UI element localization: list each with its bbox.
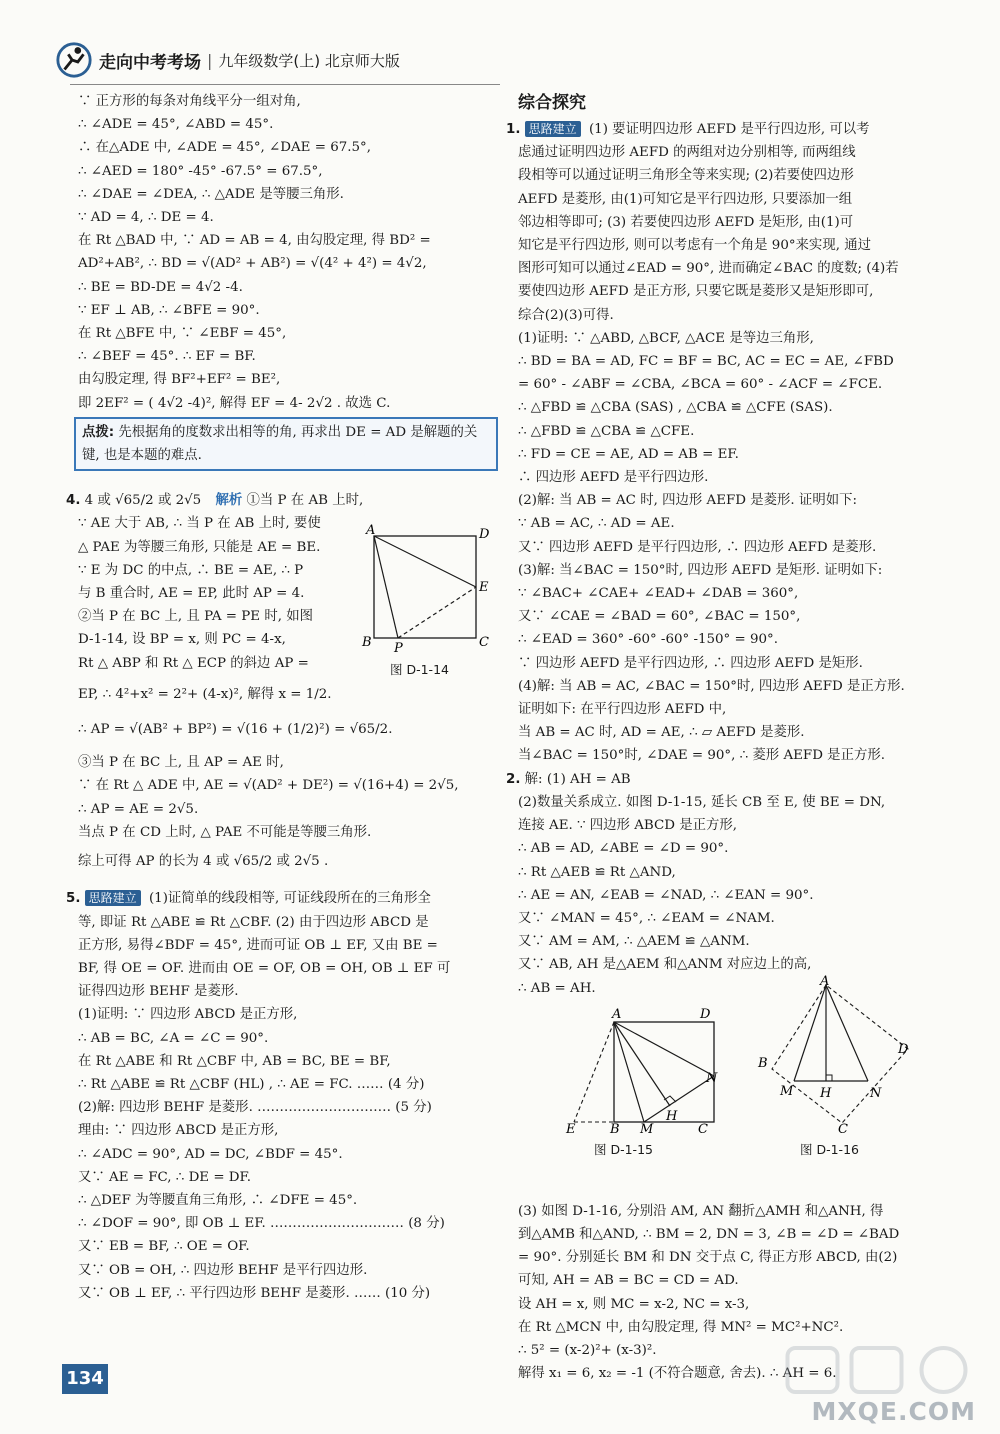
page-number: 134 [62,1364,108,1394]
text-line: AEFD 是菱形, 由(1)可知它是平行四边形, 只要添加一组 [518,191,853,207]
text-line: ∴ ∠ADE = 45°, ∠ABD = 45°. [78,117,274,133]
text-line: 到△AMB 和△AND, ∴ BM = 2, DN = 3, ∠B = ∠D = ∠BAD [518,1226,900,1242]
text-line: 当∠BAC = 150°时, ∠DAE = 90°, ∴ 菱形 AEFD 是正方形. [518,748,885,764]
point-label-d: D [700,1007,711,1022]
tip-text: 先根据角的度数求出相等的角, 再求出 DE = AD 是解题的关键, 也是本题的难点. [82,424,478,464]
page-header [55,40,400,80]
text-line: D-1-14, 设 BP = x, 则 PC = 4-x, [78,632,286,648]
text-line: 解: (1) AH = AB [524,771,631,787]
text-line: Rt △ ABP 和 Rt △ ECP 的斜边 AP = [78,655,309,671]
text-line: ∴ ∠DAE = ∠DEA, ∴ △ADE 是等腰三角形. [78,186,344,202]
text-line: 设 AH = x, 则 MC = x-2, NC = x-3, [518,1296,750,1312]
point-label-c: C [838,1122,848,1135]
tip-label: 点拨: [82,424,115,440]
text-line: ∴ Rt △AEB ≌ Rt △AND, [518,864,676,880]
point-label-m: M [780,1084,794,1099]
text-line: △ PAE 为等腰三角形, 只能是 AE = BE. [78,539,321,555]
right-column [506,90,948,1385]
text-line: ③当 P 在 BC 上, 且 AP = AE 时, [78,755,284,771]
text-line: ∵ AD = 4, ∴ DE = 4. [78,210,214,226]
text-line: 在 Rt △MCN 中, 由勾股定理, 得 MN² = MC²+NC². [518,1319,844,1335]
text-line: ②当 P 在 BC 上, 且 PA = PE 时, 如图 [78,609,314,625]
text-line: 段相等可以通过证明三角形全等来实现; (2)若要使四边形 [518,168,854,184]
text-line: 正方形, 易得∠BDF = 45°, 进而可证 OB ⊥ EF, 又由 BE = [78,937,438,953]
text-line: (2)解: 四边形 BEHF 是菱形. ………………………… (5 分) [78,1100,432,1116]
text-line: ①当 P 在 AB 上时, [246,493,364,509]
text-line: (2)解: 当 AB = AC 时, 四边形 AEFD 是菱形. 证明如下: [518,493,858,509]
question-number: 1. [506,122,521,137]
text-line: 又∵ EB = BF, ∴ OE = OF. [78,1239,250,1255]
text-line: ∴ AB = AD, ∠ABE = ∠D = 90°. [518,841,729,857]
point-label-e: E [479,580,489,595]
text-line: ∴ AE = AN, ∠EAB = ∠NAD, ∴ ∠EAN = 90°. [518,887,814,903]
book-subtitle: 九年级数学(上) 北京师大版 [218,51,400,70]
text-line: 理由: ∵ 四边形 ABCD 是正方形, [78,1123,279,1139]
text-line: EP, ∴ 4²+x² = 2²+ (4-x)², 解得 x = 1/2. [78,686,332,702]
text-line: 又∵ AE = FC, ∴ DE = DF. [78,1169,252,1185]
text-line: ∴ △DEF 为等腰直角三角形, ∴ ∠DFE = 45°. [78,1192,358,1208]
text-line: ∴ 5² = (x-2)²+ (x-3)². [518,1342,657,1358]
point-label-p: P [394,641,403,652]
point-label-e: E [566,1122,576,1136]
point-label-b: B [610,1122,620,1136]
analysis-label: 解析 [215,493,243,509]
section-title: 综合探究 [518,93,586,113]
text-line: (1)证明: ∵ 四边形 ABCD 是正方形, [78,1007,298,1023]
text-line: 即 2EF² = ( 4√2 -4)², 解得 EF = 4- 2√2 . 故选 C. [78,395,391,411]
text-line: ∴ ∠BEF = 45°. ∴ EF = BF. [78,349,256,365]
figure-d-1-15 [560,1006,730,1136]
text-line: (2)数量关系成立. 如图 D-1-15, 延长 CB 至 E, 使 BE = DN, [518,794,886,810]
header-rule [70,84,500,85]
text-line: ∴ BE = BD-DE = 4√2 -4. [78,279,243,295]
text-line: 又∵ OB = OH, ∴ 四边形 BEHF 是平行四边形. [78,1262,368,1278]
text-line: ∴ AP = √(AB² + BP²) = √(16 + (1/2)²) = √65/2. [78,722,393,738]
point-label-b: B [362,635,372,650]
idea-badge: 思路建立 [525,121,581,137]
text-line: ∴ △FBD ≌ △CBA ≌ △CFE. [518,423,695,439]
point-label-h: H [666,1109,678,1124]
brand-title: 走向中考考场 [99,52,201,73]
text-line: 又∵ ∠CAE = ∠BAD = 60°, ∠BAC = 150°, [518,609,801,625]
text-line: BF, 得 OE = OF. 进而由 OE = OF, OB = OH, OB ⊥ EF 可 [78,960,451,976]
point-label-c: C [698,1122,708,1136]
point-label-a: A [612,1007,622,1022]
answer-block-3 [78,90,496,415]
figure-d-1-16 [752,975,922,1135]
figure-caption: 图 D-1-14 [390,662,449,677]
runner-logo-icon [55,41,93,79]
answer-block-5 [66,887,496,1305]
question-number: 4. [66,493,81,509]
point-label-d: D [479,527,490,542]
question-number: 5. [66,891,81,907]
text-line: 在 Rt △ABE 和 Rt △CBF 中, AB = BC, BE = BF, [78,1053,391,1069]
text-line: 证得四边形 BEHF 是菱形. [78,984,239,1000]
text-line: (1) 要证明四边形 AEFD 是平行四边形, 可以考 [588,122,870,137]
text-line: 又∵ AM = AM, ∴ △AEM ≌ △ANM. [518,934,750,950]
question-number: 2. [506,771,521,787]
figure-caption: 图 D-1-16 [800,1142,859,1157]
idea-badge: 思路建立 [85,890,141,906]
left-column [66,90,496,1305]
text-line: 等, 即证 Rt △ABE ≌ Rt △CBF. (2) 由于四边形 ABCD 是 [78,914,429,930]
text-line: ∴ ∠DOF = 90°, 即 OB ⊥ EF. ………………………… (8 分) [78,1216,445,1232]
point-label-a: A [820,975,830,989]
text-line: 当点 P 在 CD 上时, △ PAE 不可能是等腰三角形. [78,824,372,840]
text-line: 又∵ ∠MAN = 45°, ∴ ∠EAM = ∠NAM. [518,910,775,926]
text-line: 综上可得 AP 的长为 4 或 √65/2 或 2√5 . [78,854,329,870]
answer-block-2 [506,768,948,1000]
text-line: (1)证明: ∵ △ABD, △BCF, △ACE 是等边三角形, [518,330,814,346]
text-line: (3)解: 当∠BAC = 150°时, 四边形 AEFD 是矩形. 证明如下: [518,562,883,578]
point-label-n: N [706,1071,718,1086]
point-label-m: M [640,1122,654,1136]
text-line: 虑通过证明四边形 AEFD 的两组对边分别相等, 而两组线 [518,145,856,161]
text-line: ∴ 在△ADE 中, ∠ADE = 45°, ∠DAE = 67.5°, [78,140,371,156]
text-line: ∴ FD = CE = AE, AD = AB = EF. [518,446,739,462]
text-line: ∵ ∠BAC+ ∠CAE+ ∠EAD+ ∠DAB = 360°, [518,586,799,602]
text-line: 连接 AE. ∵ 四边形 ABCD 是正方形, [518,818,738,834]
point-label-c: C [479,635,489,650]
text-line: ∵ AE 大于 AB, ∴ 当 P 在 AB 上时, 要使 [78,516,321,532]
text-line: 要使四边形 AEFD 是正方形, 只要它既是菱形又是矩形即可, [518,284,874,300]
text-line: (3) 如图 D-1-16, 分别沿 AM, AN 翻折△AMH 和△ANH, 得 [518,1203,884,1219]
text-line: 又∵ OB ⊥ EF, ∴ 平行四边形 BEHF 是菱形. …… (10 分) [78,1285,431,1301]
text-line: ∴ AB = AH. [518,980,596,996]
tip-box [74,417,498,471]
text-line: 解得 x₁ = 6, x₂ = -1 (不符合题意, 舍去). ∴ AH = 6. [518,1366,837,1382]
text-line: ∴ 四边形 AEFD 是平行四边形. [518,470,709,486]
text-line: ∵ 四边形 AEFD 是平行四边形, ∴ 四边形 AEFD 是矩形. [518,655,863,671]
point-label-h: H [820,1086,832,1101]
text-line: 又∵ AB, AH 是△AEM 和△ANM 对应边上的高, [518,957,812,973]
text-line: 可知, AH = AB = BC = CD = AD. [518,1273,739,1289]
text-line: ∵ 在 Rt △ ADE 中, AE = √(AD² + DE²) = √(16+4) = 2√5, [78,778,459,794]
watermark-text: MXQE.COM [811,1397,976,1426]
text-line: 邻边相等即可; (3) 若要使四边形 AEFD 是矩形, 由(1)可 [518,214,854,230]
point-label-d: D [898,1042,909,1057]
text-line: ∴ ∠EAD = 360° -60° -60° -150° = 90°. [518,632,778,648]
text-line: ∴ △FBD ≌ △CBA (SAS) , △CBA ≌ △CFE (SAS). [518,400,833,416]
point-label-a: A [366,523,376,538]
text-line: 知它是平行四边形, 则可以考虑有一个角是 90°来实现, 通过 [518,238,871,254]
text-line: ∴ AB = BC, ∠A = ∠C = 90°. [78,1030,269,1046]
text-line: (1)证简单的线段相等, 可证线段所在的三角形全 [148,891,431,907]
text-line: (4)解: 当 AB = AC, ∠BAC = 150°时, 四边形 AEFD 是正方形. [518,678,905,694]
text-line: ∵ E 为 DC 的中点, ∴ BE = AE, ∴ P [78,562,304,578]
text-line: 与 B 重合时, AE = EP, 此时 AP = 4. [78,586,305,602]
text-line: 又∵ 四边形 AEFD 是平行四边形, ∴ 四边形 AEFD 是菱形. [518,539,877,555]
text-line: 由勾股定理, 得 BF²+EF² = BE², [78,372,281,388]
text-line: = 90°. 分别延长 BM 和 DN 交于点 C, 得正方形 ABCD, 由(2) [518,1250,898,1266]
figure-d-1-14 [358,522,498,652]
q4-answer: 4 或 √65/2 或 2√5 [84,493,202,509]
text-line: ∵ AB = AC, ∴ AD = AE. [518,516,675,532]
text-line: ∵ EF ⊥ AB, ∴ ∠BFE = 90°. [78,302,260,318]
text-line: AD²+AB², ∴ BD = √(AD² + AB²) = √(4² + 4²) = 4√2, [78,256,427,272]
point-label-b: B [758,1056,768,1071]
text-line: 当 AB = AC 时, AD = AE, ∴ ▱ AEFD 是菱形. [518,725,805,741]
text-line: = 60° - ∠ABF = ∠CBA, ∠BCA = 60° - ∠ACF = ∠FCE. [518,377,883,393]
text-line: 综合(2)(3)可得. [518,307,614,323]
text-line: ∴ BD = BA = AD, FC = BF = BC, AC = EC = AE, ∠FBD [518,354,894,370]
text-line: ∴ ∠ADC = 90°, AD = DC, ∠BDF = 45°. [78,1146,343,1162]
text-line: 证明如下: 在平行四边形 AEFD 中, [518,702,727,718]
text-line: ∵ 正方形的每条对角线平分一组对角, [78,94,301,109]
header-divider: | [207,50,213,70]
text-line: 在 Rt △BAD 中, ∵ AD = AB = 4, 由勾股定理, 得 BD² = [78,233,431,249]
point-label-n: N [870,1086,882,1101]
figure-caption: 图 D-1-15 [594,1142,653,1157]
text-line: ∴ ∠AED = 180° -45° -67.5° = 67.5°, [78,163,323,179]
text-line: ∴ Rt △ABE ≌ Rt △CBF (HL) , ∴ AE = FC. …… (4 分) [78,1076,425,1092]
text-line: 图形可知可以通过∠EAD = 90°, 进而确定∠BAC 的度数; (4)若 [518,261,899,277]
text-line: 在 Rt △BFE 中, ∵ ∠EBF = 45°, [78,326,287,342]
answer-block-1 [506,118,948,768]
text-line: ∴ AP = AE = 2√5. [78,801,199,817]
